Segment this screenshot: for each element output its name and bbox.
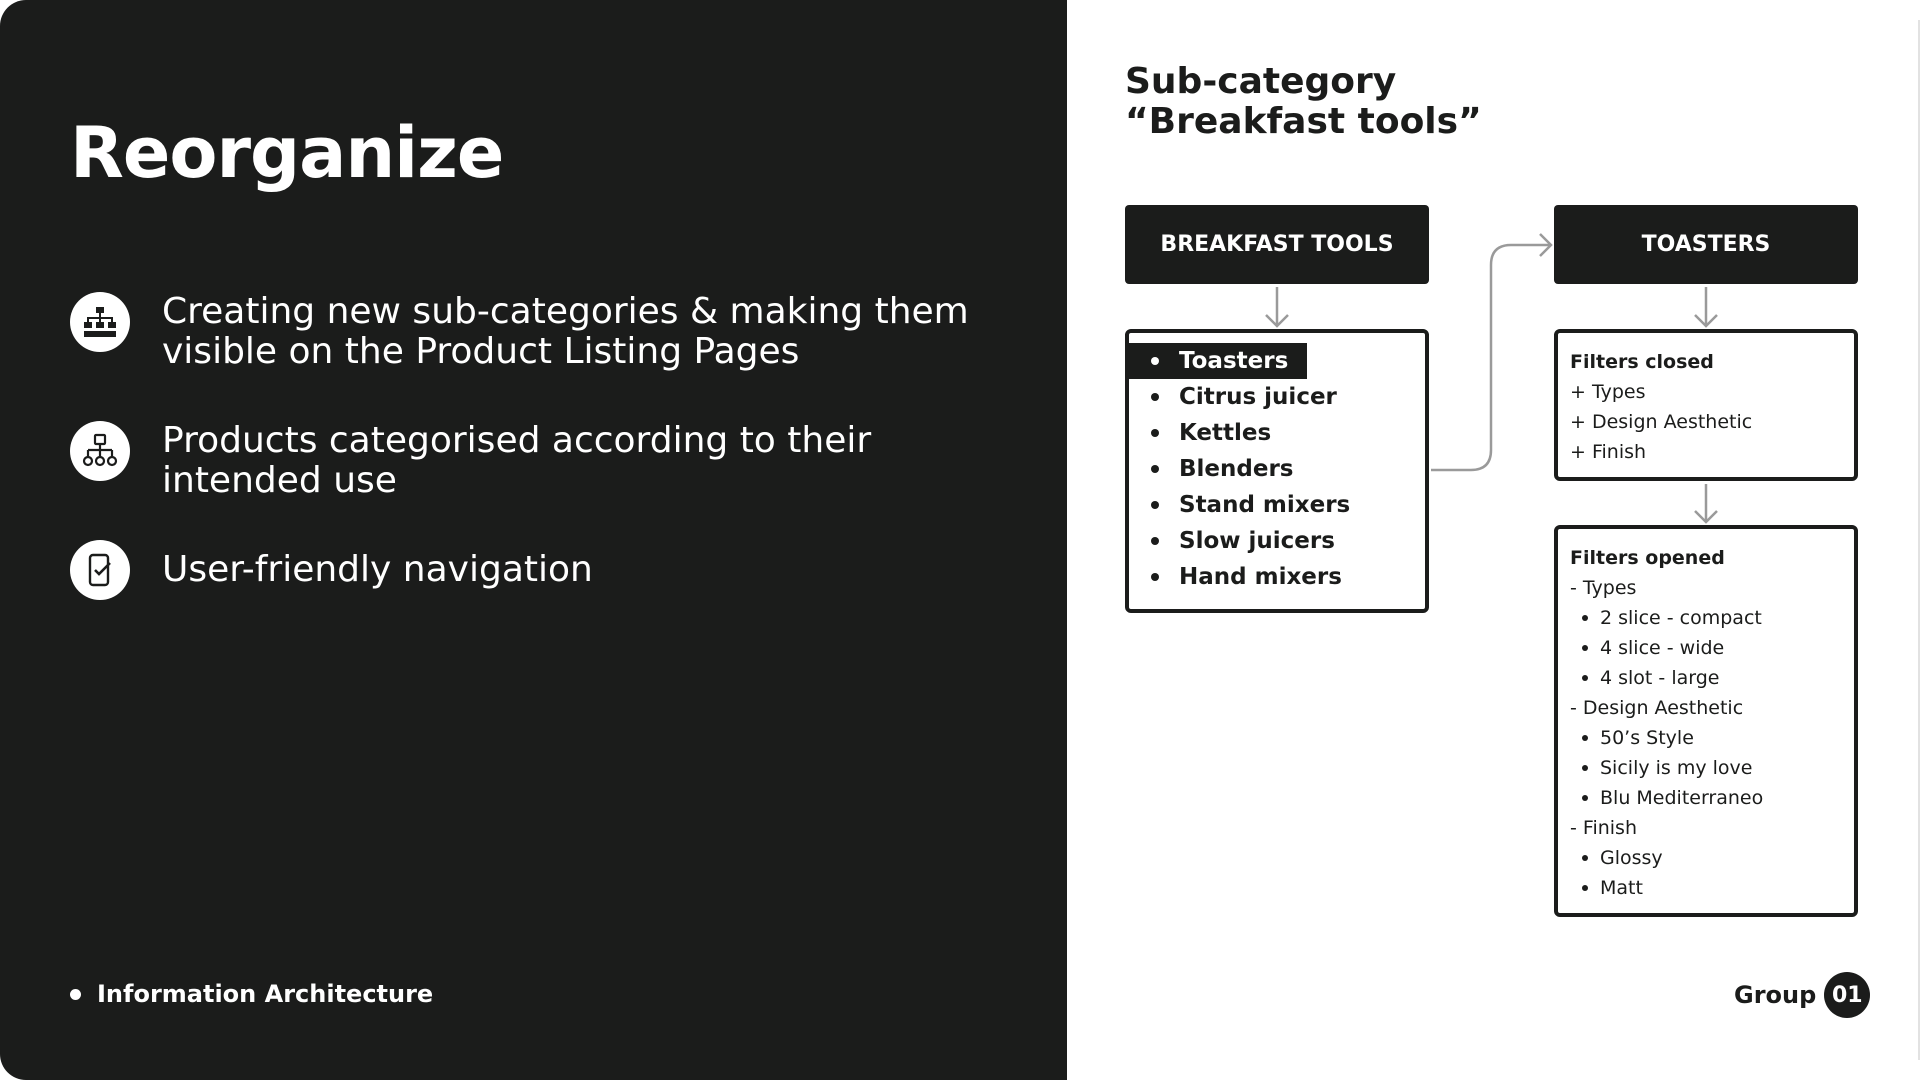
- category-label: Blenders: [1179, 456, 1294, 482]
- bullet-dot: [1582, 885, 1588, 891]
- filter-option-label: 2 slice - compact: [1600, 607, 1762, 629]
- arrow-breakfast-to-list: [1266, 287, 1288, 326]
- filter-option-label: 4 slot - large: [1600, 667, 1720, 689]
- slide-title: Reorganize: [70, 112, 504, 194]
- bullet-text: User-friendly navigation: [162, 549, 593, 590]
- filter-option-label: Matt: [1600, 877, 1643, 899]
- arrow-list-to-toasters: [1431, 234, 1551, 470]
- bullet-dot: [1151, 429, 1159, 437]
- filters-opened-box: [1554, 525, 1858, 917]
- filter-option[interactable]: [1570, 723, 1854, 753]
- filter-option[interactable]: [1570, 753, 1854, 783]
- category-item-blenders[interactable]: [1129, 451, 1425, 487]
- group-number-badge: 01: [1824, 972, 1870, 1018]
- filter-option[interactable]: [1570, 633, 1854, 663]
- bullet-dot: [1582, 645, 1588, 651]
- bullet-dot: [1582, 675, 1588, 681]
- filter-finish-collapsed[interactable]: + Finish: [1570, 441, 1647, 463]
- category-item-slow-juicers[interactable]: [1129, 523, 1425, 559]
- node-breakfast-tools[interactable]: [1125, 205, 1429, 284]
- category-item-citrus-juicer[interactable]: [1129, 379, 1425, 415]
- bullet-dot: [1151, 501, 1159, 509]
- filter-design-collapsed[interactable]: + Design Aesthetic: [1570, 411, 1753, 433]
- filter-types-collapsed[interactable]: + Types: [1570, 381, 1646, 403]
- filter-option[interactable]: [1570, 783, 1854, 813]
- category-item-kettles[interactable]: [1129, 415, 1425, 451]
- category-label: Citrus juicer: [1179, 384, 1337, 410]
- group-label: [1734, 972, 1870, 1018]
- filter-option[interactable]: [1570, 663, 1854, 693]
- heading-line1: Sub-category: [1125, 61, 1397, 102]
- category-item-stand-mixers[interactable]: [1129, 487, 1425, 523]
- node-breakfast-tools-label: BREAKFAST TOOLS: [1160, 232, 1394, 257]
- bullet-dot: [1151, 393, 1159, 401]
- node-toasters-label: TOASTERS: [1641, 232, 1771, 257]
- bullet-dot: [1582, 855, 1588, 861]
- bullet-dot: [1582, 615, 1588, 621]
- filter-option-label: 50’s Style: [1600, 727, 1694, 749]
- filter-finish-expanded[interactable]: - Finish: [1570, 817, 1637, 839]
- bullet-dot: [1151, 357, 1159, 365]
- arrow-closed-to-opened: [1695, 484, 1717, 522]
- filter-option[interactable]: [1570, 843, 1854, 873]
- category-label: Slow juicers: [1179, 528, 1335, 554]
- category-label: Hand mixers: [1179, 564, 1342, 590]
- filters-closed-title: Filters closed: [1570, 351, 1714, 373]
- bullet-dot: [1151, 465, 1159, 473]
- filters-closed-box: [1554, 329, 1858, 481]
- group-label-text: Group: [1734, 981, 1817, 1009]
- heading-line2: “Breakfast tools”: [1125, 101, 1482, 142]
- bullet-dot: [1151, 573, 1159, 581]
- category-list-box: [1125, 329, 1429, 613]
- filter-option-label: Blu Mediterraneo: [1600, 787, 1764, 809]
- node-toasters[interactable]: [1554, 205, 1858, 284]
- filter-option[interactable]: [1570, 873, 1854, 903]
- category-label: Toasters: [1179, 348, 1289, 374]
- filter-option-label: 4 slice - wide: [1600, 637, 1725, 659]
- bullet-dot: [1582, 795, 1588, 801]
- filter-option[interactable]: [1570, 603, 1854, 633]
- filter-option-label: Sicily is my love: [1600, 757, 1753, 779]
- filters-opened-title: Filters opened: [1570, 547, 1725, 569]
- section-label-text: Information Architecture: [97, 980, 434, 1008]
- filter-design-expanded[interactable]: - Design Aesthetic: [1570, 697, 1744, 719]
- category-item-hand-mixers[interactable]: [1129, 559, 1425, 595]
- category-label: Stand mixers: [1179, 492, 1351, 518]
- bullet-text: Products categorised according to their intended use: [162, 420, 872, 501]
- bullet-dot: [1582, 765, 1588, 771]
- category-label: Kettles: [1179, 420, 1272, 446]
- bullet-text: Creating new sub-categories & making them visible on the Product Listing Pages: [162, 291, 969, 372]
- bullet-dot: [1582, 735, 1588, 741]
- category-list: [1129, 333, 1425, 595]
- filter-option-label: Glossy: [1600, 847, 1663, 869]
- bullet-dot: [1151, 537, 1159, 545]
- filter-types-expanded[interactable]: - Types: [1570, 577, 1637, 599]
- arrow-toasters-to-closed: [1695, 287, 1717, 326]
- category-item-toasters[interactable]: [1129, 343, 1307, 379]
